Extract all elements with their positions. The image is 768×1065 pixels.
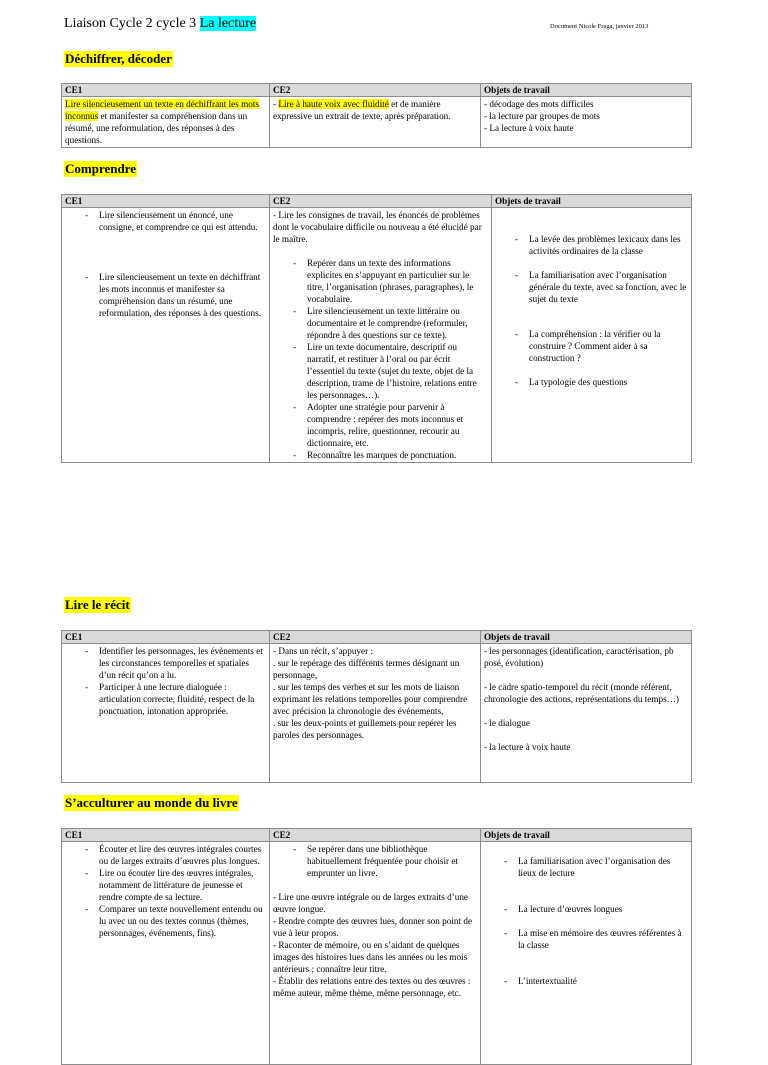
cell-ce1 (62, 97, 270, 148)
col-header-ce1: CE1 (62, 84, 270, 97)
list-item: - Lire silencieusement un texte en déchiffrant les mots inconnus et manifester sa compréhension dans un résumé, une reformulation, des réponses à des questions. (65, 271, 266, 319)
list-item: - la lecture par groupes de mots (484, 111, 600, 121)
col-header-objets: Objets de travail (481, 84, 692, 97)
cell-objets (492, 208, 692, 463)
list-item: - La familiarisation avec l’organisation des lieux de lecture (484, 855, 688, 879)
col-header-ce2: CE2 (270, 631, 481, 644)
list-item: - Comparer un texte nouvellement entendu ou lu avec un ou des textes connus (thèmes, personnages, événements, fins). (65, 903, 266, 939)
cell-ce1 (62, 208, 270, 463)
cell-text: . sur les deux-points et guillemets pour repérer les paroles des personnages. (273, 718, 457, 740)
cell-text: et manifester sa compréhension dans un résumé, une reformulation, des réponses à des questions. (65, 111, 248, 145)
list-item: - Reconnaître les marques de ponctuation. (273, 449, 488, 461)
list-item: - Écouter et lire des œuvres intégrales courtes ou de larges extraits d’œuvres plus longues. (65, 843, 266, 867)
list-item: - Lire un texte documentaire, descriptif ou narratif, et restituer à l’oral ou par écrit l’essentiel du texte (sujet du texte, objet de la description, trame de l’histoire, relations entre les personnages…). (273, 341, 488, 401)
col-header-objets: Objets de travail (481, 631, 692, 644)
list-item: - Identifier les personnages, les évènements et les circonstances temporelles et spatiales d’un récit qu’on a lu. (65, 645, 266, 681)
cell-objets (481, 97, 692, 148)
header-highlight: La lecture (199, 16, 257, 31)
cell-objets (481, 842, 692, 1065)
list-item: - La lecture à voix haute (484, 123, 574, 133)
cell-text: . sur les temps des verbes et sur les mots de liaison exprimant les relations temporelles pour comprendre avec précision la chronologie des événements, (273, 682, 468, 716)
list-item: - L’intertextualité (484, 975, 688, 987)
list-item: - La typologie des questions (495, 376, 688, 388)
list-item: - les personnages (identification, caractérisation, pb posé, évolution) (484, 646, 674, 668)
col-header-objets: Objets de travail (481, 829, 692, 842)
list-item: - décodage des mots difficiles (484, 99, 594, 109)
list-item: - le dialogue (484, 718, 530, 728)
section-title-acculturer: S’acculturer au monde du livre (65, 795, 238, 810)
list-item: - La lecture d’œuvres longues (484, 903, 688, 915)
cell-text: - Établir des relations entre des textes ou des œuvres : même auteur, même thème, même personnage, etc. (273, 976, 471, 998)
list-item: - Lire ou écouter lire des œuvres intégrales, notamment de littérature de jeunesse et rendre compte de sa lecture. (65, 867, 266, 903)
list-item: - Adopter une stratégie pour parvenir à comprendre : repérer des mots inconnus et incompris, relire, questionner, recourir au dictionnaire, etc. (273, 401, 488, 449)
list-item: - Se repérer dans une bibliothèque habituellement fréquentée pour choisir et emprunter un livre. (273, 843, 477, 879)
cell-text: et de manière expressive un extrait de texte, après préparation. (273, 99, 451, 121)
table-comprendre (61, 194, 692, 463)
list-item: - Lire silencieusement un texte littéraire ou documentaire et le comprendre (reformuler, répondre à des questions sur ce texte). (273, 305, 488, 341)
table-recit (61, 630, 692, 783)
cell-text: . sur le repérage des différents termes désignant un personnage, (273, 658, 460, 680)
list-item: - Participer à une lecture dialoguée : articulation correcte, fluidité, respect de la ponctuation, intonation appropriée. (65, 681, 266, 717)
list-item: - Repérer dans un texte des informations explicites en s’appuyant en particulier sur le titre, l’organisation (phrases, paragraphes), le vocabulaire. (273, 257, 488, 305)
list-item: - la lecture à voix haute (484, 742, 571, 752)
section-title-dechiffrer: Déchiffrer, décoder (65, 51, 172, 66)
highlight-text: Lire à haute voix avec fluidité (278, 99, 389, 109)
section-title-comprendre: Comprendre (65, 161, 137, 176)
list-item: - La levée des problèmes lexicaux dans les activités ordinaires de la classe (495, 233, 688, 257)
cell-ce2 (270, 644, 481, 783)
col-header-ce2: CE2 (270, 829, 481, 842)
document-credit: Document Nicole Fraga, janvier 2013 (550, 23, 649, 30)
table-dechiffrer (61, 83, 692, 148)
section-title-recit: Lire le récit (65, 597, 130, 612)
cell-ce1 (62, 644, 270, 783)
col-header-objets: Objets de travail (492, 195, 692, 208)
cell-text: - Rendre compte des œuvres lues, donner son point de vue à leur propos. (273, 916, 473, 938)
cell-text: - Raconter de mémoire, ou en s’aidant de quelques images des histoires lues dans les années ou les mois antérieurs ; connaître leur titre. (273, 940, 468, 974)
cell-objets (481, 644, 692, 783)
col-header-ce1: CE1 (62, 829, 270, 842)
col-header-ce1: CE1 (62, 631, 270, 644)
list-item: - Lire silencieusement un énoncé, une consigne, et comprendre ce qui est attendu. (65, 209, 266, 233)
list-item: - La familiarisation avec l’organisation générale du texte, avec sa fonction, avec le sujet du texte (495, 269, 688, 305)
cell-ce2 (270, 208, 492, 463)
list-item: - La mise en mémoire des œuvres référentes à la classe (484, 927, 688, 951)
cell-ce2 (270, 842, 481, 1065)
document-header (64, 16, 256, 32)
cell-text: - Lire une œuvre intégrale ou de larges extraits d’une œuvre longue. (273, 892, 468, 914)
list-item: - La compréhension : la vérifier ou la construire ? Comment aider à sa construction ? (495, 328, 688, 364)
col-header-ce1: CE1 (62, 195, 270, 208)
cell-ce1 (62, 842, 270, 1065)
cell-text: - Lire les consignes de travail, les énoncés de problèmes dont le vocabulaire difficile ou nouveau a été élucidé par le maître. (273, 210, 482, 244)
highlight-text: Lire silencieusement un texte en déchiffrant les mots inconnus (65, 99, 259, 121)
list-item: - le cadre spatio-temporel du récit (monde référent, chronologie des actions, représentations du temps…) (484, 682, 679, 704)
cell-ce2 (270, 97, 481, 148)
header-title: Liaison Cycle 2 cycle 3 (64, 16, 200, 31)
dash-text: - (273, 99, 279, 109)
col-header-ce2: CE2 (270, 195, 492, 208)
cell-text: - Dans un récit, s’appuyer : (273, 646, 374, 656)
table-acculturer (61, 828, 692, 1065)
col-header-ce2: CE2 (270, 84, 481, 97)
